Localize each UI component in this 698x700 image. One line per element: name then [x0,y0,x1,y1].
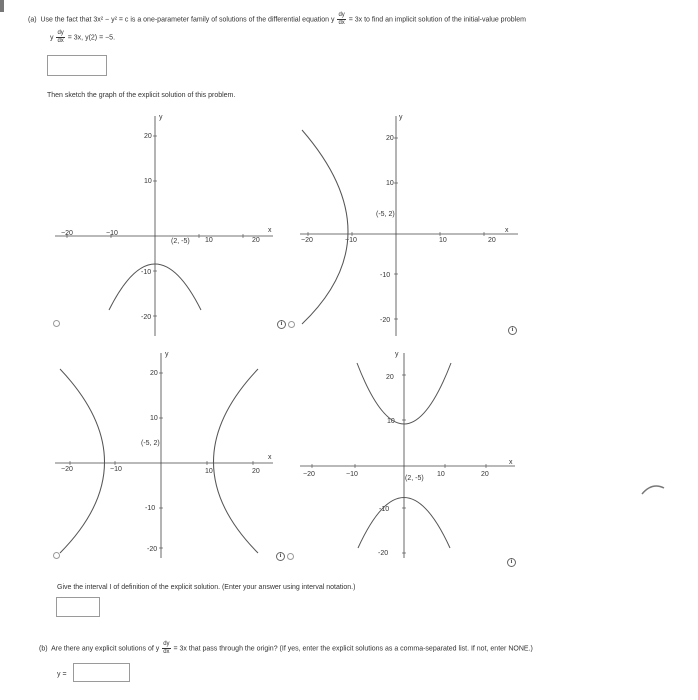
svg-text:-20: -20 [147,546,158,553]
tick-x-10: 10 [205,237,213,244]
svg-text:20: 20 [488,237,496,244]
tick-y-20: 20 [144,133,152,140]
ivp-condition: = 3x, y(2) = −5. [67,34,116,42]
svg-text:-20: -20 [378,550,389,557]
svg-text:(-5, 2): (-5, 2) [376,211,395,218]
part-a-question-tail: = 3x to find an implicit solution of the initial-value problem [348,16,526,24]
sketch-prompt: Then sketch the graph of the explicit solution of this problem. [47,92,236,99]
part-a-question [28,12,526,27]
svg-text:−20: −20 [61,466,73,473]
svg-text:20: 20 [386,135,394,142]
svg-text:−10: −10 [110,466,122,473]
implicit-solution-input[interactable] [47,55,107,76]
graph-option-3 [55,345,275,560]
window-edge-bar [0,0,4,12]
radio-graph-3[interactable] [53,552,60,559]
interval-input[interactable] [56,597,100,617]
svg-text:x: x [505,227,509,234]
radio-graph-1[interactable] [53,320,60,327]
dy-dx-fraction: $\frac{dy}{dx}$ [338,12,345,26]
part-a-question-text: Use the fact that 3x² − y² = c is a one-parameter family of solutions of the differential equation y [40,16,335,24]
svg-text:10: 10 [205,468,213,475]
svg-text:-10: -10 [145,505,156,512]
svg-text:20: 20 [150,370,158,377]
dy-dx-fraction-2: $\frac{dy}{dx}$ [57,30,64,44]
point-label: (2, -5) [171,238,190,245]
svg-text:10: 10 [386,180,394,187]
svg-text:-10: -10 [380,272,391,279]
info-icon[interactable]: i [277,320,286,329]
part-b-label: (b) [39,645,48,653]
svg-text:10: 10 [439,237,447,244]
part-a-ivp: y $\frac{dy}{dx}$ = 3x, y(2) = −5. [50,30,116,44]
part-b-answer-prefix: y = [57,671,67,678]
svg-text:−20: −20 [301,237,313,244]
svg-text:x: x [268,454,272,461]
radio-graph-4[interactable] [287,553,294,560]
cursor-mark [640,482,670,498]
svg-text:20: 20 [386,374,394,381]
info-icon[interactable]: i [276,552,285,561]
tick-y-neg20: -20 [141,314,152,321]
part-b-question: (b) Are there any explicit solutions of y $\frac{dy}{dx}$ = 3x that pass through the origin? (If yes, enter the explicit solutions as a comma-separated list. If not, enter NONE.) [39,641,533,655]
part-a-label: (a) [28,16,37,24]
tick-x-20: 20 [252,237,260,244]
svg-text:(-5, 2): (-5, 2) [141,440,160,447]
tick-y-neg10: -10 [141,269,152,276]
svg-text:10: 10 [437,471,445,478]
tick-x-neg20: −20 [61,230,73,237]
svg-text:y: y [395,351,399,358]
dy-dx-fraction-3: $\frac{dy}{dx}$ [163,641,170,655]
tick-y-10: 10 [144,178,152,185]
svg-text:y: y [165,351,169,358]
x-axis-label: x [268,227,272,234]
svg-text:-10: -10 [379,506,390,513]
svg-text:-20: -20 [380,317,391,324]
graph-option-1 [55,108,275,338]
svg-text:10: 10 [150,415,158,422]
svg-text:10: 10 [387,418,395,425]
interval-prompt: Give the interval I of definition of the explicit solution. (Enter your answer using interval notation.) [57,584,356,591]
svg-text:x: x [509,459,513,466]
explicit-solutions-input[interactable] [73,663,130,682]
svg-text:y: y [399,114,403,121]
info-icon[interactable]: i [507,558,516,567]
radio-graph-2[interactable] [288,321,295,328]
graph-option-2 [300,108,520,338]
svg-text:(2, -5): (2, -5) [405,475,424,482]
y-axis-label: y [159,114,163,121]
graph-option-4 [300,345,520,560]
info-icon[interactable]: i [508,326,517,335]
svg-text:−20: −20 [303,471,315,478]
svg-text:−10: −10 [346,471,358,478]
tick-x-neg10: −10 [106,230,118,237]
svg-text:−10: −10 [345,237,357,244]
svg-text:20: 20 [252,468,260,475]
svg-text:20: 20 [481,471,489,478]
